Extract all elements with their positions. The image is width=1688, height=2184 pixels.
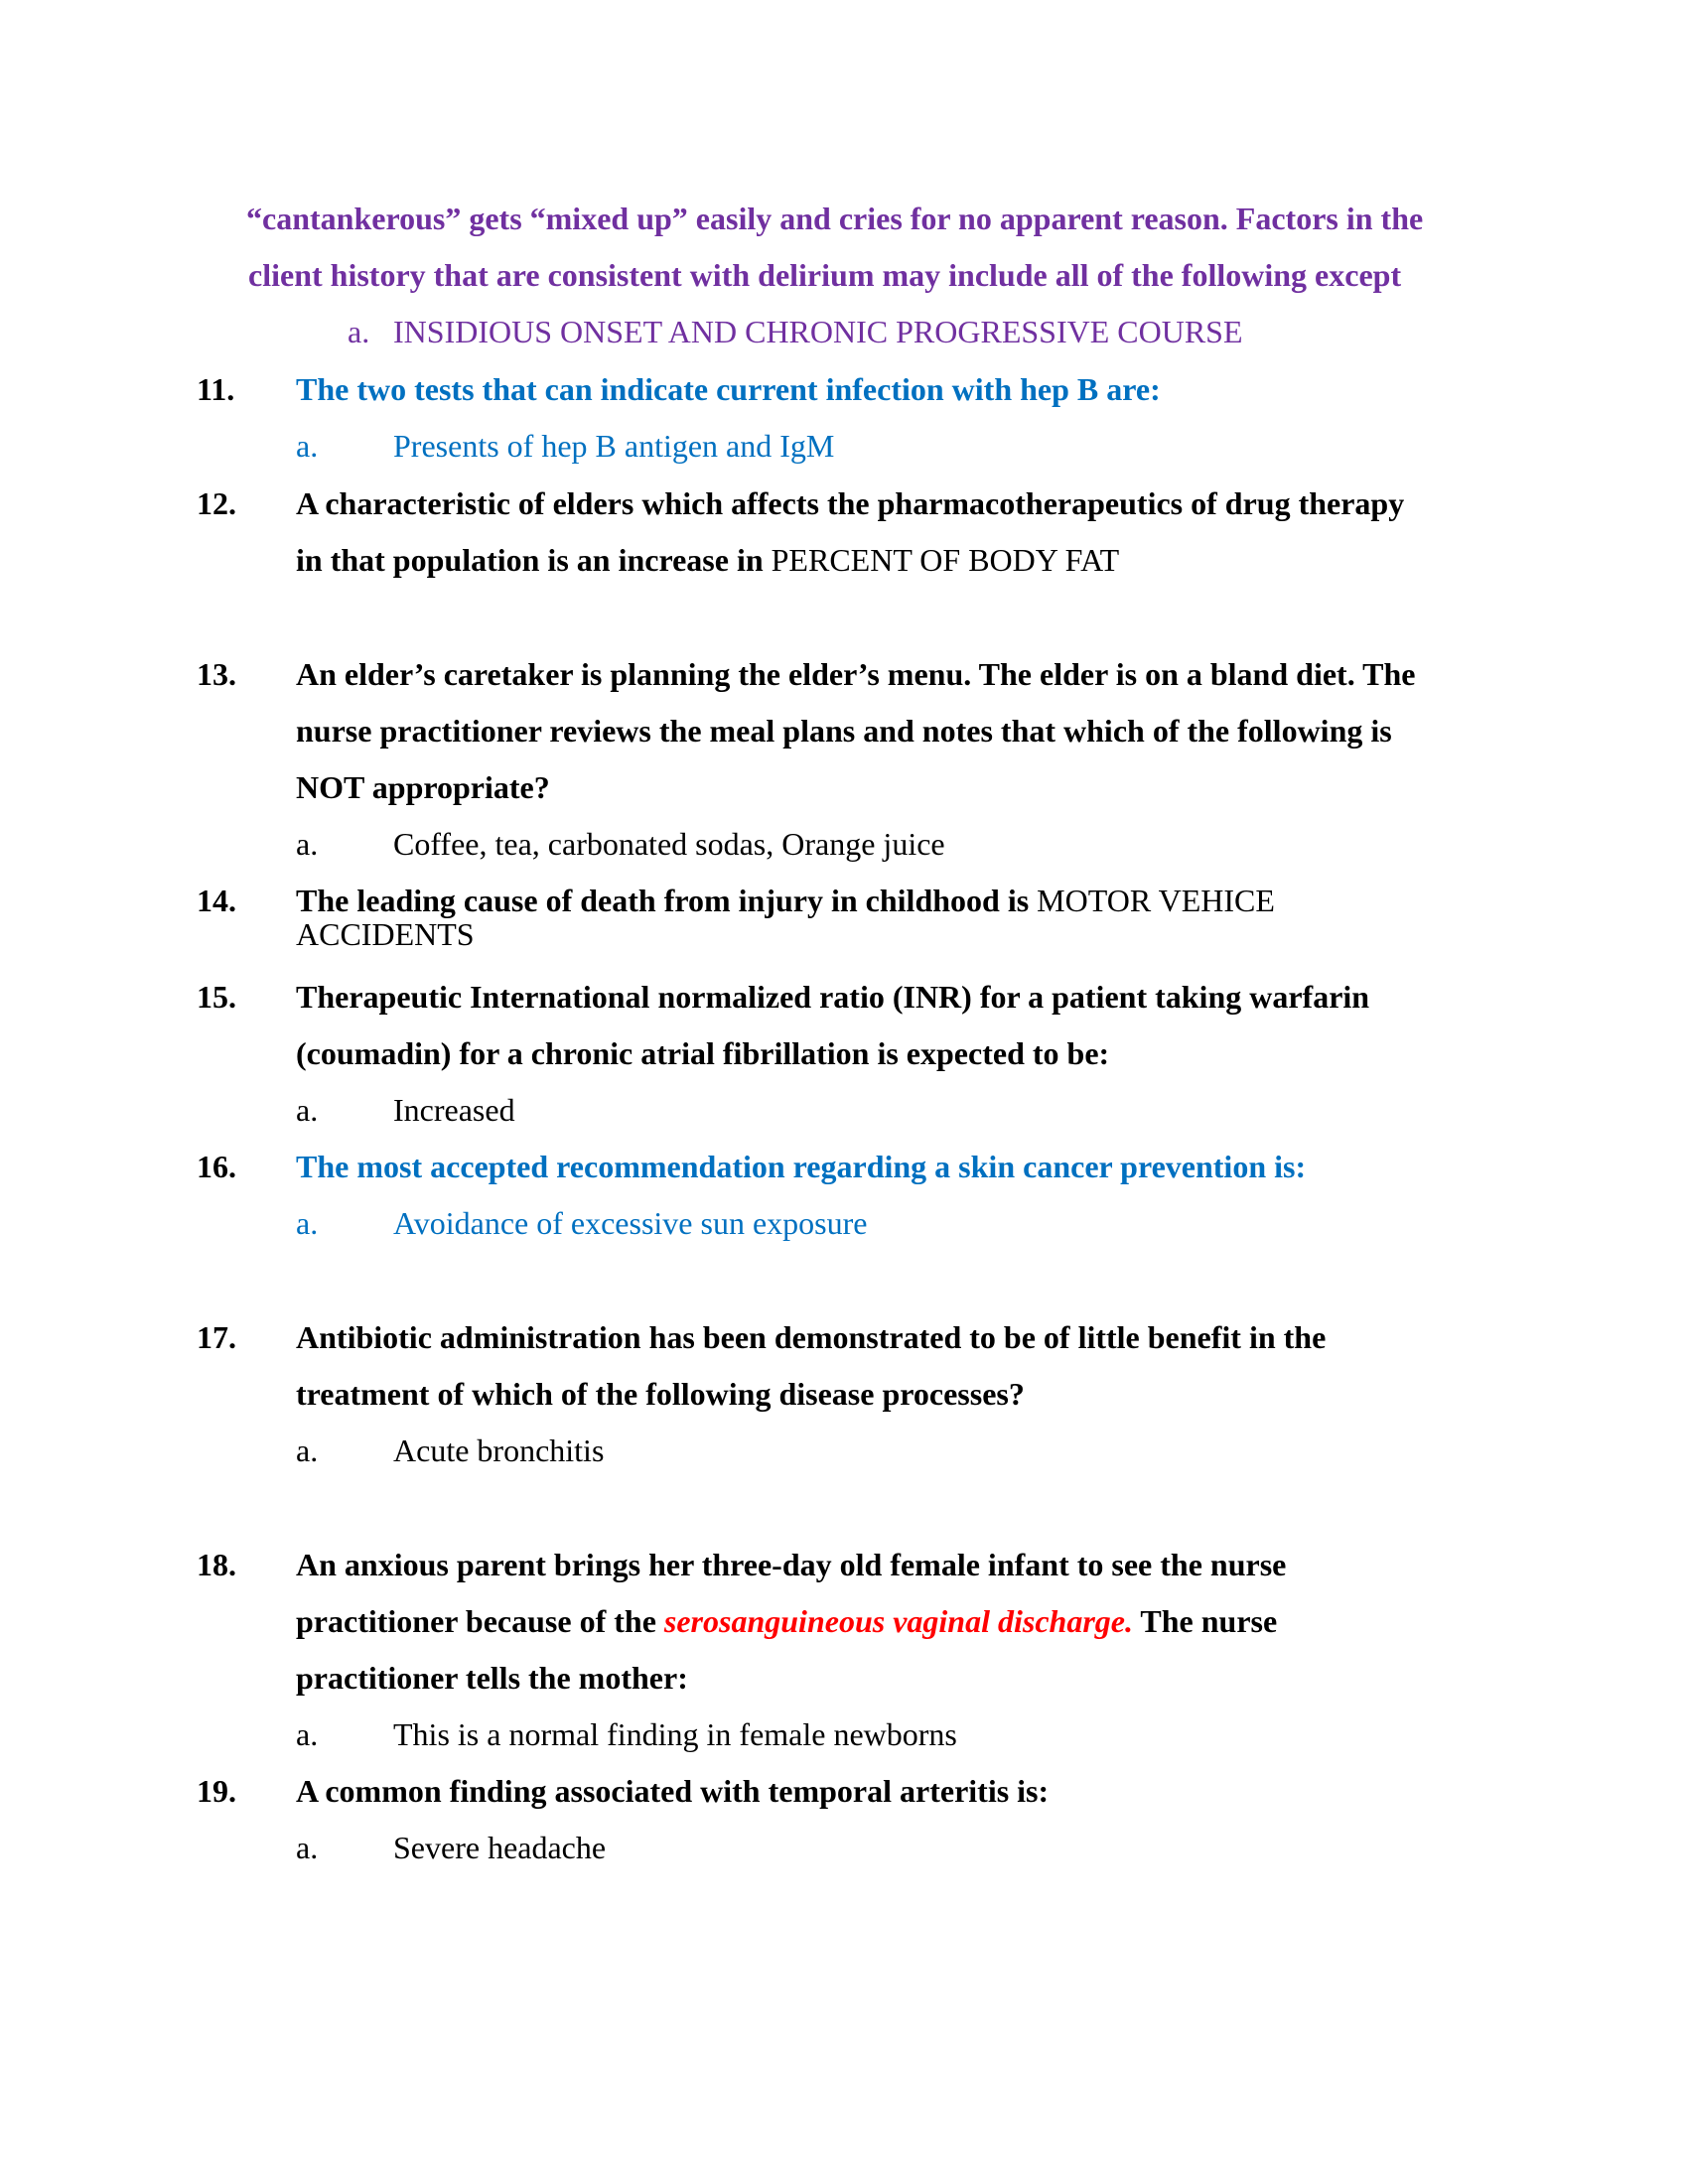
answer-letter: a. [296, 1433, 319, 1468]
question-number: 13. [197, 656, 236, 692]
answer-letter: a. [296, 1205, 319, 1241]
question-text: Therapeutic International normalized ratio (INR) for a patient taking warfarin [296, 979, 1370, 1015]
question-text: (coumadin) for a chronic atrial fibrillation is expected to be: [296, 1035, 1110, 1071]
question-text: in that population is an increase in [296, 542, 764, 578]
question-text: The nurse [1140, 1603, 1278, 1639]
inline-answer: PERCENT OF BODY FAT [771, 542, 1120, 578]
question-text: An elder’s caretaker is planning the elder’s menu. The elder is on a bland diet. The [296, 656, 1416, 692]
question-number: 14. [197, 883, 236, 918]
question-text-with-highlight [296, 1593, 1277, 1650]
question-text: nurse practitioner reviews the meal plans and notes that which of the following is [296, 713, 1392, 749]
question-number: 15. [197, 979, 236, 1015]
answer-text: Coffee, tea, carbonated sodas, Orange juice [393, 826, 945, 862]
question-text: Antibiotic administration has been demonstrated to be of little benefit in the [296, 1319, 1327, 1355]
question-number: 18. [197, 1547, 236, 1582]
question-text: practitioner because of the [296, 1603, 656, 1639]
highlighted-term: serosanguineous vaginal discharge. [663, 1603, 1133, 1639]
question-text: The leading cause of death from injury in childhood is [296, 883, 1030, 918]
inline-answer: MOTOR VEHICE [1037, 883, 1275, 918]
answer-letter: a. [296, 1716, 319, 1752]
question-number: 16. [197, 1149, 236, 1184]
answer-letter: a. [296, 1830, 319, 1865]
intro-line-2: client history that are consistent with delirium may include all of the following except [248, 257, 1402, 293]
intro-answer-letter: a. [348, 314, 370, 349]
answer-letter: a. [296, 428, 319, 464]
question-number: 12. [197, 485, 236, 521]
answer-text: Acute bronchitis [393, 1433, 605, 1468]
answer-text: This is a normal finding in female newborns [393, 1716, 957, 1752]
question-text: A common finding associated with temporal arteritis is: [296, 1773, 1050, 1809]
question-text: practitioner tells the mother: [296, 1660, 688, 1696]
question-text: NOT appropriate? [296, 769, 550, 805]
question-text: An anxious parent brings her three-day old female infant to see the nurse [296, 1547, 1287, 1582]
answer-text: Increased [393, 1092, 515, 1128]
question-number: 17. [197, 1319, 236, 1355]
question-text: A characteristic of elders which affects the pharmacotherapeutics of drug therapy [296, 485, 1405, 521]
answer-text: Presents of hep B antigen and IgM [393, 428, 835, 464]
answer-letter: a. [296, 1092, 319, 1128]
intro-answer: INSIDIOUS ONSET AND CHRONIC PROGRESSIVE COURSE [393, 314, 1243, 349]
question-number: 11. [197, 371, 235, 407]
question-text: The most accepted recommendation regarding a skin cancer prevention is: [296, 1149, 1307, 1184]
question-text: treatment of which of the following disease processes? [296, 1376, 1025, 1412]
question-text: The two tests that can indicate current infection with hep B are: [296, 371, 1161, 407]
question-number: 19. [197, 1773, 236, 1809]
answer-letter: a. [296, 826, 319, 862]
answer-text: Severe headache [393, 1830, 607, 1865]
question-text-with-answer [296, 532, 1119, 589]
intro-line-1: “cantankerous” gets “mixed up” easily and cries for no apparent reason. Factors in the [246, 201, 1424, 236]
inline-answer-continued: ACCIDENTS [296, 916, 475, 952]
answer-text: Avoidance of excessive sun exposure [393, 1205, 868, 1241]
